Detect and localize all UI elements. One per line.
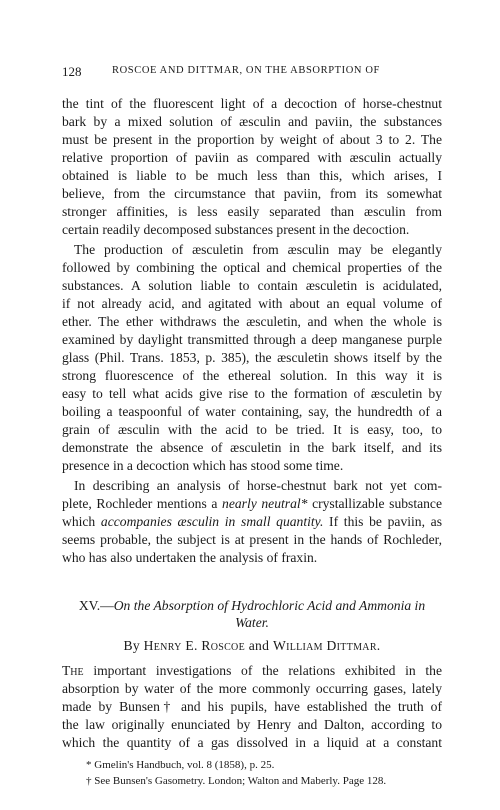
paragraph-line: ether. The ether withdraws the æsculetin, and when the whole is xyxy=(62,314,442,329)
author-name: William Dittmar. xyxy=(272,638,381,653)
paragraph-line: which the quantity of a gas dissolved in a liquid at a constant xyxy=(62,735,442,750)
paragraph-line: easy to tell what acids give rise to the formation of æsculetin by xyxy=(62,386,442,401)
paragraph-line: demonstrate the absence of æsculetin in the bark itself, and its xyxy=(62,440,442,455)
paragraph-line: the tint of the fluorescent light of a decoction of horse-chestnut xyxy=(62,96,442,111)
author-name: Henry E. Roscoe xyxy=(143,638,245,653)
paragraph-line: followed by combining the optical and chemical properties of the xyxy=(62,260,442,275)
text-run: important investigations of the relations exhibited in the xyxy=(83,663,442,678)
paragraph-line xyxy=(62,513,442,531)
page-number: 128 xyxy=(62,64,82,79)
section-title-text: On the Absorption of Hydrochloric Acid and Ammonia in xyxy=(113,598,426,613)
byline xyxy=(62,637,442,655)
running-title: ROSCOE AND DITTMAR, ON THE ABSORPTION OF xyxy=(112,65,380,76)
text-run: plete, Rochleder mentions a xyxy=(62,496,223,511)
paragraph-line: if not already acid, and agitated with about an equal volume of xyxy=(62,296,442,311)
paragraph-line: certain readily decomposed substances present in the decoction. xyxy=(62,222,410,237)
paragraph-line: absorption by water of the more commonly occurring gases, lately xyxy=(62,681,442,696)
section-title xyxy=(62,597,442,614)
paragraph-line: bark by a mixed solution of æsculin and paviin, the substances xyxy=(62,114,442,129)
paragraph-line: grain of æsculin with the acid to be tried. It is easy, too, to xyxy=(62,422,442,437)
paragraph-line: examined by daylight transmitted through a deep manganese purple xyxy=(62,332,442,347)
footnote: † See Bunsen's Gasometry. London; Walton and Maberly. Page 128. xyxy=(86,775,387,787)
italic-text: accompanies æsculin in small quantity. xyxy=(100,514,324,529)
paragraph-line: believe, from the circumstance that paviin, from its somewhat xyxy=(62,186,442,201)
section-title-continued xyxy=(62,614,442,631)
paragraph-line: In describing an analysis of horse-chestnut bark not yet com- xyxy=(74,478,442,493)
paragraph-line: the law originally enunciated by Henry and Dalton, according to xyxy=(62,717,442,732)
paragraph-line: seems probable, the subject is at present in the hands of Rochleder, xyxy=(62,532,442,547)
text-run: which xyxy=(62,514,101,529)
paragraph-line: boiling a teaspoonful of water containing, say, the hundredth of a xyxy=(62,404,442,419)
paragraph-line xyxy=(62,495,442,513)
section-number: XV.— xyxy=(78,598,114,613)
paragraph-line: must be present in the proportion by weight of about 3 to 2. The xyxy=(62,132,442,147)
byline-and: and xyxy=(245,638,273,653)
paragraph-line: strong fluorescence of the ethereal solution. In this way it is xyxy=(62,368,442,383)
paragraph-line: stronger affinities, is less easily separated than æsculin from xyxy=(62,204,442,219)
paragraph-line: The production of æsculetin from æsculin may be elegantly xyxy=(74,242,442,257)
text-run: crystallizable substance xyxy=(307,496,442,511)
paragraph-line: obtained is liable to be much less than this, which arises, I xyxy=(62,168,442,183)
paragraph-line: glass (Phil. Trans. 1853, p. 385), the æsculetin shows itself by the xyxy=(62,350,442,365)
running-head xyxy=(62,64,442,82)
paragraph-line: made by Bunsen† and his pupils, have established the truth of xyxy=(62,699,442,714)
paragraph-line: presence in a decoction which has stood some time. xyxy=(62,458,344,473)
italic-text: nearly neutral* xyxy=(222,496,308,511)
paragraph-line: who has also undertaken the analysis of fraxin. xyxy=(62,550,318,565)
text-run: If this be paviin, as xyxy=(323,514,442,529)
section-title-text: Water. xyxy=(235,615,269,630)
paragraph-line: substances. A solution liable to contain æsculetin is acidulated, xyxy=(62,278,442,293)
lead-word: The xyxy=(62,663,84,678)
paragraph-line: relative proportion of paviin as compared with æsculin actually xyxy=(62,150,442,165)
footnote: * Gmelin's Handbuch, vol. 8 (1858), p. 25. xyxy=(86,759,275,771)
paragraph-line xyxy=(62,662,442,680)
byline-by: By xyxy=(123,638,144,653)
